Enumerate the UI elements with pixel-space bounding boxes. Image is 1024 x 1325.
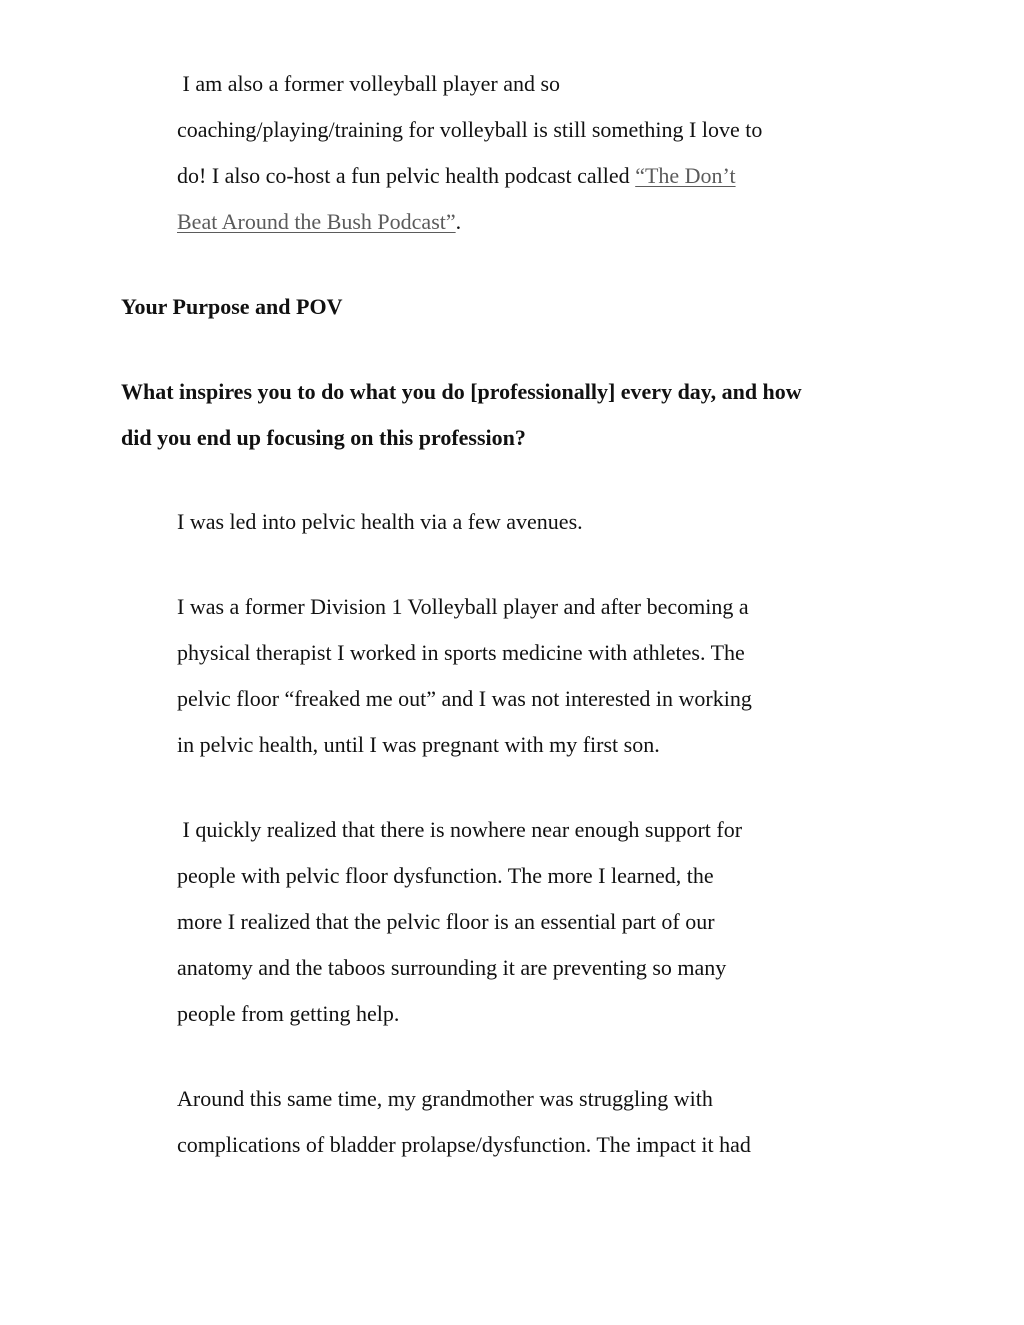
answer-2-line-4: in pelvic health, until I was pregnant with my first son. [177, 732, 660, 757]
answer-3-line-4: anatomy and the taboos surrounding it are preventing so many [177, 955, 727, 980]
answer-3-line-2: people with pelvic floor dysfunction. The more I learned, the [177, 863, 714, 888]
answer-paragraph-3 [177, 807, 877, 1037]
answer-2-line-2: physical therapist I worked in sports medicine with athletes. The [177, 640, 745, 665]
intro-line-4-tail: . [455, 209, 462, 234]
answer-2-line-1: I was a former Division 1 Volleyball player and after becoming a [177, 594, 749, 619]
section-heading: Your Purpose and POV [121, 294, 343, 319]
intro-line-3 [177, 153, 877, 199]
answer-paragraph-1 [177, 499, 877, 545]
podcast-link-part-2[interactable]: Beat Around the Bush Podcast” [177, 209, 456, 234]
answer-3-line-1: I quickly realized that there is nowhere near enough support for [177, 817, 743, 842]
intro-paragraph [177, 61, 877, 245]
answer-4-line-1: Around this same time, my grandmother was struggling with [177, 1086, 713, 1111]
answer-1-line-1: I was led into pelvic health via a few avenues. [177, 509, 583, 534]
question-line-2: did you end up focusing on this profession? [121, 425, 526, 450]
answer-paragraph-4 [177, 1076, 877, 1168]
intro-line-4 [177, 199, 877, 245]
intro-line-3-text: do! I also co-host a fun pelvic health podcast called [177, 163, 636, 188]
answer-2-line-3: pelvic floor “freaked me out” and I was not interested in working [177, 686, 752, 711]
question-heading [121, 369, 921, 461]
intro-line-2: coaching/playing/training for volleyball is still something I love to [177, 117, 763, 142]
answer-3-line-5: people from getting help. [177, 1001, 400, 1026]
question-line-1: What inspires you to do what you do [professionally] every day, and how [121, 379, 802, 404]
answer-3-line-3: more I realized that the pelvic floor is an essential part of our [177, 909, 715, 934]
intro-line-1: I am also a former volleyball player and so [177, 71, 561, 96]
answer-4-line-2: complications of bladder prolapse/dysfunction. The impact it had [177, 1132, 751, 1157]
podcast-link-part-1[interactable]: “The Don’t [635, 163, 736, 188]
answer-paragraph-2 [177, 584, 877, 768]
